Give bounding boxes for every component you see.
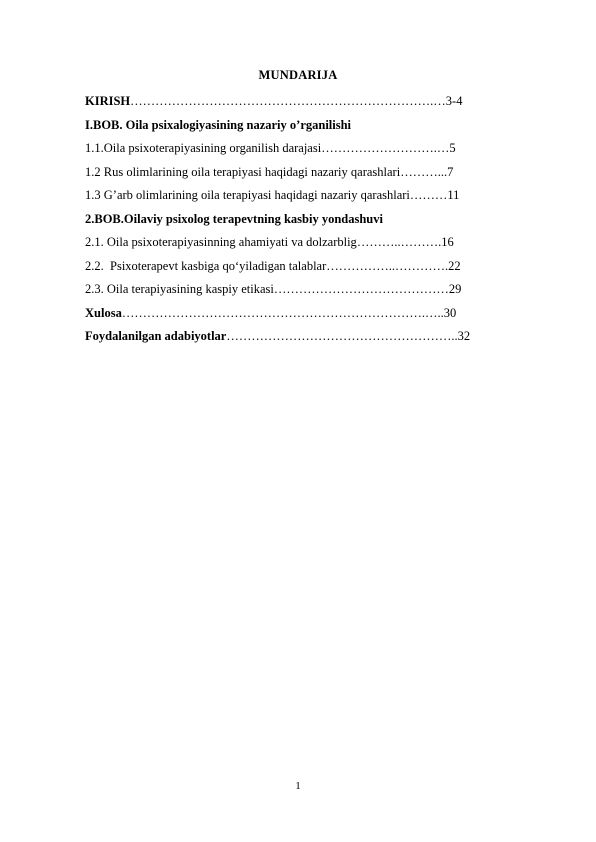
toc-entry-text: I.BOB. Oila psixalogiyasining nazariy o’rganilishi [85,117,352,132]
toc-entry-2-1 [85,231,535,255]
toc-entry-leader: ……… [409,188,448,202]
toc-entry-leader: ……………………………………………….. [226,329,458,343]
toc-entry-page: 7 [447,164,454,179]
toc-entry-leader: ……………………………………………………………….….. [121,305,444,320]
toc-entry-2-2 [85,255,535,279]
toc-entry-page: 32 [457,329,471,343]
toc-entry-page: 5 [449,141,456,155]
toc-entry-leader: ………... [400,164,448,179]
toc-entry-adabiyotlar [85,325,535,349]
toc-entry-1-3 [85,184,535,208]
toc-entry-text: Foydalanilgan adabiyotlar [85,329,227,343]
toc-entry-leader: ………..………. [356,235,442,249]
toc-entry-text: 1.3 G’arb olimlarining oila terapiyasi haqidagi nazariy qarashlari [85,188,410,202]
toc-entry-page: 3-4 [445,94,463,108]
toc-entry-leader: ……………………….… [321,141,450,155]
toc-title: MUNDARIJA [258,68,338,82]
toc-entry-chapter-2 [85,208,535,232]
toc-entry-text: Xulosa [85,305,122,320]
toc-entry-2-3 [85,278,535,302]
toc-entry-text: 1.2 Rus olimlarining oila terapiyasi haqidagi nazariy qarashlari [85,164,401,179]
page-number: 1 [295,780,301,792]
toc-entry-page: 29 [448,282,462,296]
toc-entry-page: 22 [448,258,461,273]
toc-entry-leader: …………………………………… [273,282,449,296]
toc-entry-1-1 [85,137,535,161]
toc-entry-1-2 [85,161,535,185]
toc-entry-text: 2.2. Psixoterapevt kasbiga qo‘yiladigan talablar [85,258,327,273]
toc-entry-kirish [85,90,535,114]
toc-entry-leader: ……………………………………………………………….… [130,94,446,108]
toc-entry-text: 2.BOB.Oilaviy psixolog terapevtning kasbiy yondashuvi [85,211,383,226]
toc-entry-text: 1.1.Oila psixoterapiyasining organilish darajasi [85,141,322,155]
table-of-contents [85,90,535,349]
toc-entry-text: 2.1. Oila psixoterapiyasinning ahamiyati va dolzarblig [85,235,357,249]
toc-entry-text: KIRISH [85,94,131,108]
toc-entry-leader: ……………..…………. [326,258,449,273]
toc-entry-chapter-1 [85,114,535,138]
toc-entry-page: 30 [443,305,457,320]
toc-entry-page: 16 [441,235,454,249]
toc-entry-xulosa [85,302,535,326]
toc-entry-page: 11 [447,188,460,202]
toc-entry-text: 2.3. Oila terapiyasining kaspiy etikasi [85,282,274,296]
